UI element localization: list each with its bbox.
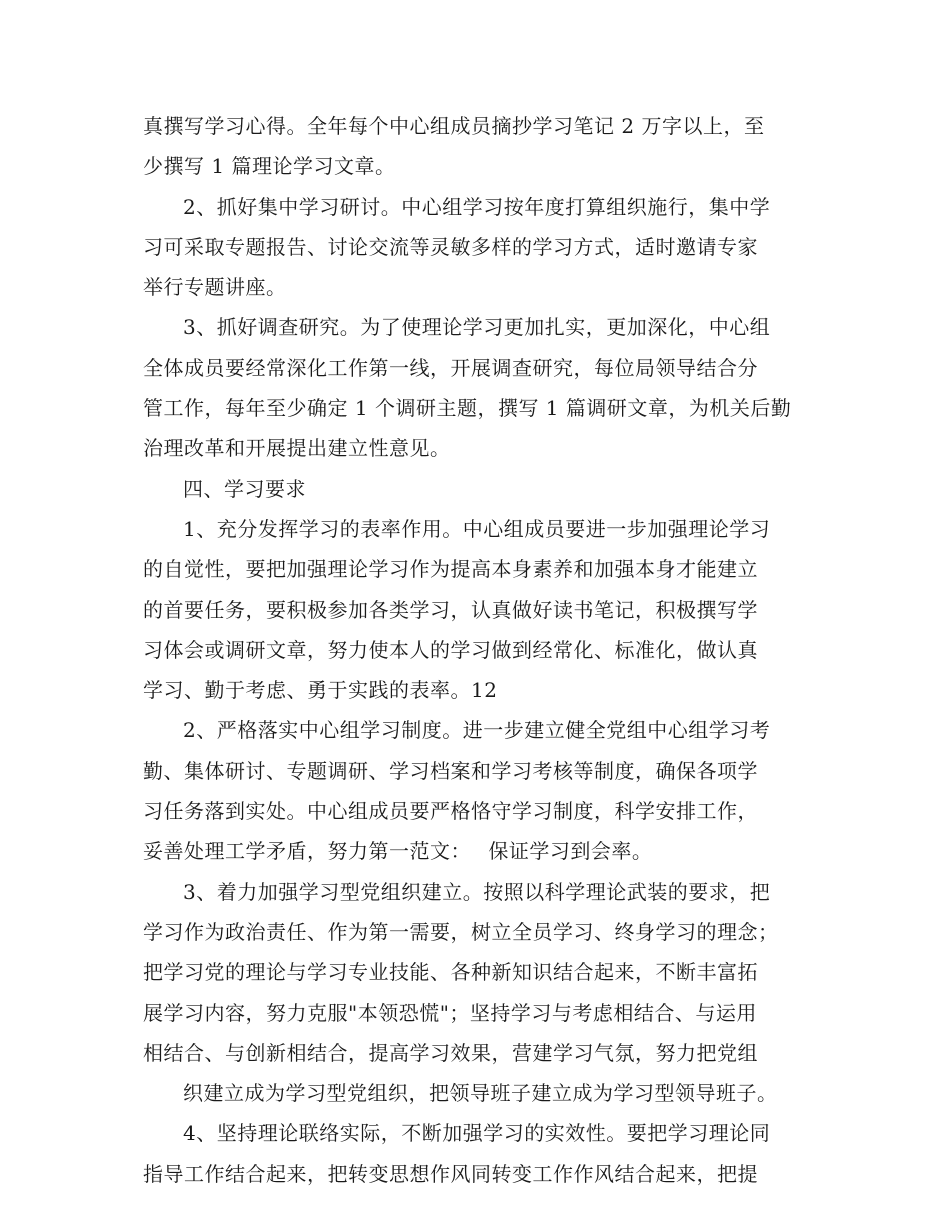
text-line: 习任务落到实处。中心组成员要严格恪守学习制度，科学安排工作，: [143, 799, 758, 824]
text-line: 2、抓好集中学习研讨。中心组学习按年度打算组织施行，集中学: [183, 194, 771, 219]
text-line: 妥善处理工学矛盾，努力第一范文： 保证学习到会率。: [143, 839, 653, 864]
text-line: 管工作，每年至少确定 1 个调研主题，撰写 1 篇调研文章，为机关后勤: [143, 396, 792, 421]
text-line: 的自觉性，要把加强理论学习作为提高本身素养和加强本身才能建立: [143, 557, 758, 582]
text-line: 相结合、与创新相结合，提高学习效果，营建学习气氛，努力把党组: [143, 1040, 758, 1065]
text-line: 1、充分发挥学习的表率作用。中心组成员要进一步加强理论学习: [183, 516, 771, 541]
text-line: 3、抓好调查研究。为了使理论学习更加扎实，更加深化，中心组: [183, 315, 771, 340]
text-line: 的首要任务，要积极参加各类学习，认真做好读书笔记，积极撰写学: [143, 597, 758, 622]
text-line: 举行专题讲座。: [143, 275, 287, 300]
text-line: 织建立成为学习型党组织，把领导班子建立成为学习型领导班子。: [183, 1081, 778, 1106]
text-line: 展学习内容，努力克服"本领恐慌"；坚持学习与考虑相结合、与运用: [143, 1000, 757, 1025]
text-line: 把学习党的理论与学习专业技能、各种新知识结合起来，不断丰富拓: [143, 960, 758, 985]
text-line: 真撰写学习心得。全年每个中心组成员摘抄学习笔记 2 万字以上，至: [143, 114, 765, 138]
text-line: 勤、集体研讨、专题调研、学习档案和学习考核等制度，确保各项学: [143, 758, 758, 783]
text-line: 少撰写 1 篇理论学习文章。: [143, 154, 396, 179]
document-body: [143, 106, 823, 1194]
text-line: 四、学习要求: [183, 476, 306, 501]
text-line: 指导工作结合起来，把转变思想作风同转变工作作风结合起来，把提: [143, 1161, 758, 1186]
text-line: 学习作为政治责任、作为第一需要，树立全员学习、终身学习的理念；: [143, 919, 779, 944]
text-line: 治理改革和开展提出建立性意见。: [143, 436, 451, 461]
text-line: 全体成员要经常深化工作第一线，开展调查研究，每位局领导结合分: [143, 355, 758, 380]
text-line: 2、严格落实中心组学习制度。进一步建立健全党组中心组学习考: [183, 718, 771, 743]
text-line: 学习、勤于考虑、勇于实践的表率。12: [143, 678, 498, 703]
text-line: 3、着力加强学习型党组织建立。按照以科学理论武装的要求，把: [183, 879, 771, 904]
text-line: 习体会或调研文章，努力使本人的学习做到经常化、标准化，做认真: [143, 637, 758, 662]
text-line: 4、坚持理论联络实际，不断加强学习的实效性。要把学习理论同: [183, 1121, 771, 1146]
text-line: 习可采取专题报告、讨论交流等灵敏多样的学习方式，适时邀请专家: [143, 234, 758, 259]
